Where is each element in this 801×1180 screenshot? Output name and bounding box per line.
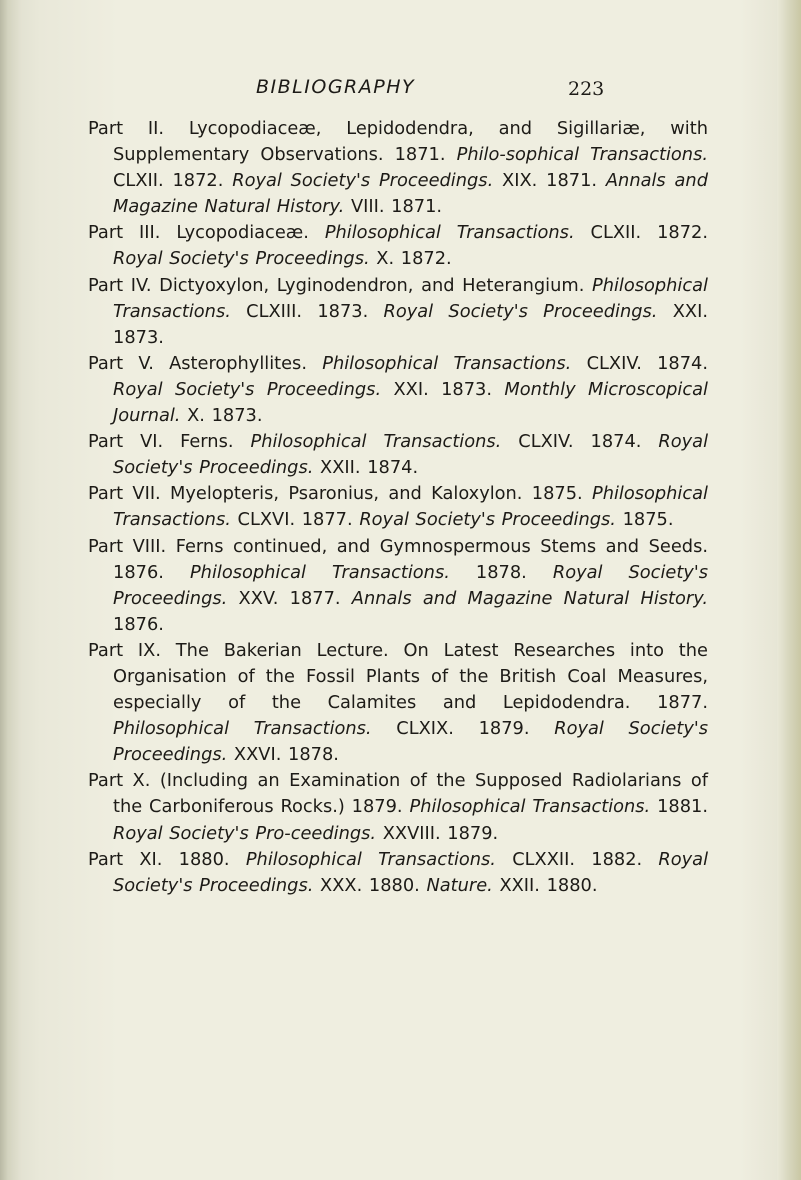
journal-title: Philo-sophical Transactions. xyxy=(456,144,708,166)
bibliography-entry xyxy=(88,116,708,220)
journal-title: Royal Society's Pro-ceedings. xyxy=(113,822,377,844)
bibliography-entry xyxy=(88,481,708,533)
page-header xyxy=(0,76,801,106)
entry-text: CLXII. 1872. xyxy=(574,222,708,244)
entry-text: CLXIII. 1873. xyxy=(230,300,384,322)
journal-title: Philosophical Transactions. xyxy=(250,431,502,453)
entry-text: CLXII. 1872. xyxy=(113,170,233,192)
entry-text: Part II. Lycopodiaceæ, Lepidodendra, and Sigillariæ, with Supplementary Observations. 1871. xyxy=(88,118,708,166)
bibliography-entry xyxy=(88,534,708,638)
bibliography-entry xyxy=(88,351,708,429)
entry-text: X. 1873. xyxy=(180,405,263,427)
entry-text: Part V. Asterophyllites. xyxy=(88,352,323,374)
journal-title: Royal Society's Proceedings. xyxy=(113,378,382,400)
journal-title: Philosophical Transactions. xyxy=(113,718,372,740)
journal-title: Annals and Magazine Natural History. xyxy=(351,587,708,609)
entry-text: XXI. 1873. xyxy=(113,300,708,348)
entry-text: Part VI. Ferns. xyxy=(88,431,251,453)
entry-text: 1878. xyxy=(449,561,553,583)
journal-title: Royal Society's Proceedings. xyxy=(113,718,708,766)
entry-text: 1881. xyxy=(650,796,708,818)
bibliography-entry xyxy=(88,847,708,899)
entry-text: CLXVI. 1877. xyxy=(230,509,360,531)
entry-text: CLXIX. 1879. xyxy=(371,718,555,740)
journal-title: Monthly Microscopical Journal. xyxy=(113,378,708,427)
entry-text: Part IX. The Bakerian Lecture. On Latest Researches into the Organisation of the Fossil Plants of the British Coal Measures, especially of the Calamites and Lepidodendra. 1877. xyxy=(88,639,708,714)
entry-text: XXII. 1874. xyxy=(313,457,419,479)
journal-title: Royal Society's Proceedings. xyxy=(232,170,494,192)
running-title: BIBLIOGRAPHY xyxy=(256,76,416,98)
entry-text: Part III. Lycopodiaceæ. xyxy=(88,222,325,244)
journal-title: Philosophical Transactions. xyxy=(324,222,575,244)
journal-title: Philosophical Transactions. xyxy=(409,796,651,818)
bibliography-entry xyxy=(88,638,708,768)
journal-title: Royal Society's Proceedings. xyxy=(113,248,370,270)
bibliography-list xyxy=(88,116,708,899)
journal-title: Philosophical Transactions. xyxy=(113,274,708,322)
entry-text: VIII. 1871. xyxy=(344,196,443,218)
journal-title: Royal Society's Proceedings. xyxy=(113,561,708,609)
entry-text: 1876. xyxy=(113,613,164,635)
bibliography-entry xyxy=(88,220,708,272)
journal-title: Philosophical Transactions. xyxy=(189,561,450,583)
journal-title: Nature. xyxy=(426,874,493,896)
page-edge-right xyxy=(777,0,801,1180)
entry-text: XXV. 1877. xyxy=(227,587,352,609)
entry-text: CLXIV. 1874. xyxy=(571,352,708,374)
entry-text: XXVIII. 1879. xyxy=(376,822,499,844)
page-number: 223 xyxy=(568,78,605,100)
entry-text: CLXXII. 1882. xyxy=(495,848,659,870)
entry-text: XXI. 1873. xyxy=(381,378,505,400)
journal-title: Philosophical Transactions. xyxy=(113,483,708,531)
entry-text: XXII. 1880. xyxy=(492,874,598,896)
journal-title: Royal Society's Proceedings. xyxy=(359,509,616,531)
entry-text: Part X. (Including an Examination of the Supposed Radiolarians of the Carboniferous Rocks.) 1879. xyxy=(88,770,708,818)
journal-title: Royal Society's Proceedings. xyxy=(113,431,709,479)
entry-text: XXX. 1880. xyxy=(313,874,427,896)
bibliography-entry xyxy=(88,273,708,351)
entry-text: Part VIII. Ferns continued, and Gymnospermous Stems and Seeds. 1876. xyxy=(88,535,708,583)
entry-text: CLXIV. 1874. xyxy=(501,431,659,453)
entry-text: Part IV. Dictyoxylon, Lyginodendron, and Heterangium. xyxy=(88,274,592,296)
entry-text: XXVI. 1878. xyxy=(227,744,339,766)
journal-title: Annals and Magazine Natural History. xyxy=(113,170,708,218)
journal-title: Philosophical Transactions. xyxy=(322,352,572,374)
entry-text: XIX. 1871. xyxy=(493,170,606,192)
entry-text: Part XI. 1880. xyxy=(88,848,246,870)
entry-text: X. 1872. xyxy=(369,248,452,270)
bibliography-entry xyxy=(88,768,708,846)
bibliography-entry xyxy=(88,429,708,481)
journal-title: Royal Society's Proceedings. xyxy=(113,848,709,896)
journal-title: Royal Society's Proceedings. xyxy=(383,300,658,322)
journal-title: Philosophical Transactions. xyxy=(245,848,496,870)
entry-text: 1875. xyxy=(615,509,674,531)
page-edge-left xyxy=(0,0,22,1180)
entry-text: Part VII. Myelopteris, Psaronius, and Kaloxylon. 1875. xyxy=(88,483,592,505)
